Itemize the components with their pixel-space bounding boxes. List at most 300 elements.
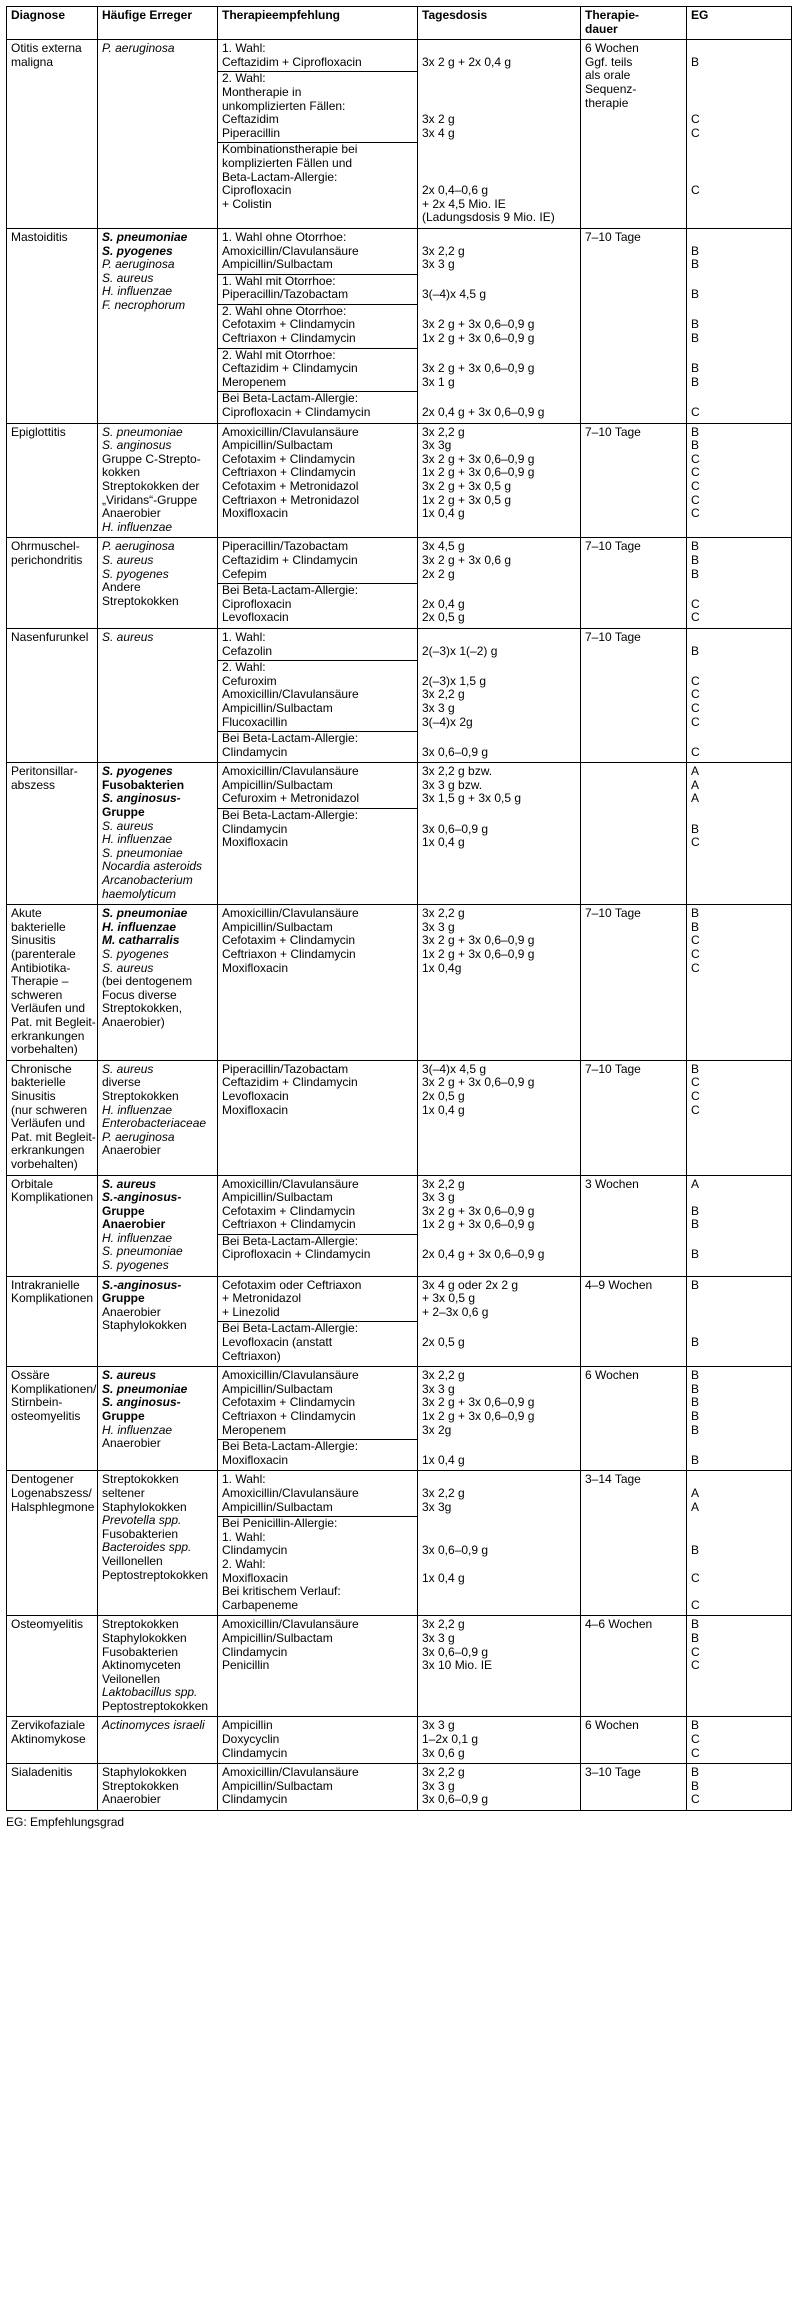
table-row (7, 905, 792, 1061)
erreger-line: H. influenzae (102, 284, 173, 299)
cell-eg (687, 1616, 792, 1717)
eg-value: C (691, 933, 700, 948)
diagnose-line: Sinusitis (11, 933, 56, 948)
erreger-line: Enterobacteriaceae (102, 1116, 207, 1131)
dose-line: 2x 0,4 g + 3x 0,6–0,9 g (422, 405, 545, 420)
eg-value (691, 1306, 787, 1320)
cell-dauer (581, 423, 687, 538)
diagnose-line: osteomyelitis (11, 1409, 81, 1423)
dose-line (422, 143, 576, 157)
table-row (7, 763, 792, 905)
dose-group (418, 732, 580, 759)
eg-group (691, 765, 787, 806)
dauer-line: 7–10 Tage (585, 629, 641, 644)
dauer-line: 3–10 Tage (585, 1765, 641, 1780)
eg-value: B (691, 287, 700, 302)
dose-line: 3x 2 g + 3x 0,6–0,9 g (422, 317, 535, 332)
erreger-line: Streptokokken (102, 1617, 179, 1632)
eg-value (691, 1191, 787, 1205)
dose-group (418, 305, 580, 346)
cell-therapie (218, 1175, 418, 1276)
cell-eg (687, 228, 792, 423)
therapy-line: Piperacillin/Tazobactam (222, 539, 349, 554)
erreger-line: S. pyogenes (102, 566, 169, 581)
dose-group (422, 1178, 576, 1232)
erreger-line: Arcanobacterium (102, 873, 193, 888)
cell-therapie (218, 1367, 418, 1471)
table-row (7, 1764, 792, 1811)
erreger-line: Nocardia asteroids (102, 859, 203, 874)
dose-line: 3(–4)x 4,5 g (422, 1061, 487, 1076)
erreger-line: Andere (102, 580, 141, 595)
eg-value: C (691, 1570, 700, 1585)
therapy-line: 1. Wahl mit Otorrhoe: (222, 273, 336, 288)
erreger-line: Bacteroides spp. (102, 1540, 192, 1555)
dose-line: 1x 0,4 g (422, 506, 465, 521)
eg-group (687, 349, 791, 390)
eg-value (691, 1350, 787, 1364)
cell-dauer (581, 1367, 687, 1471)
erreger-line: Streptokokken (102, 1088, 179, 1103)
therapy-line: Ceftriaxon + Clindamycin (222, 947, 356, 961)
eg-value: B (691, 243, 700, 258)
cell-diagnose (7, 40, 98, 229)
dose-line (422, 171, 576, 185)
eg-value: B (691, 317, 700, 332)
diagnose-line: Sinusitis (11, 1088, 56, 1103)
eg-value: B (691, 1061, 700, 1076)
eg-group (687, 1517, 791, 1612)
eg-value (691, 584, 787, 598)
table-row (7, 228, 792, 423)
dose-line: 3x 2,2 g (422, 243, 465, 258)
eg-value: B (691, 1617, 700, 1632)
dose-line (422, 392, 576, 406)
erreger-line: Anaerobier (102, 1792, 161, 1807)
erreger-line: Gruppe C-Strepto- (102, 451, 201, 466)
therapy-line: Ceftriaxon + Metronidazol (222, 492, 360, 507)
erreger-line: Fusobakterien (102, 1644, 179, 1659)
diagnose-line: Intrakranielle (11, 1277, 80, 1292)
cell-dosis (418, 905, 581, 1061)
dose-group (418, 1235, 580, 1262)
therapy-line: Amoxicillin/Clavulansäure (222, 1617, 359, 1632)
table-row (7, 1276, 792, 1367)
eg-value (691, 305, 787, 319)
dose-line: 3x 3 g (422, 700, 455, 715)
cell-dauer (581, 40, 687, 229)
cell-therapie (218, 1764, 418, 1811)
header-eg: EG (687, 7, 792, 40)
dauer-line: 4–6 Wochen (585, 1617, 653, 1632)
cell-therapie (218, 1060, 418, 1175)
therapy-line: Amoxicillin/Clavulansäure (222, 1176, 359, 1191)
eg-group (691, 1063, 787, 1117)
eg-value: B (691, 552, 700, 567)
eg-value (691, 631, 787, 645)
therapy-line: 2. Wahl mit Otorrhoe: (222, 347, 336, 362)
diagnose-line: Nasenfurunkel (11, 629, 89, 644)
therapy-group (222, 1766, 413, 1807)
eg-value: A (691, 791, 700, 806)
cell-diagnose (7, 1764, 98, 1811)
eg-value: C (691, 1745, 700, 1760)
eg-value: B (691, 919, 700, 934)
eg-value: C (691, 1732, 700, 1747)
cell-therapie (218, 1471, 418, 1616)
therapy-group (222, 1279, 413, 1320)
cell-diagnose (7, 1616, 98, 1717)
dose-group (418, 809, 580, 850)
erreger-line: Anaerobier) (102, 1014, 165, 1029)
therapy-line: Amoxicillin/Clavulansäure (222, 906, 359, 921)
cell-erreger (98, 1276, 218, 1367)
dose-line: 3x 2,2 g (422, 906, 465, 921)
therapy-line: Meropenem (222, 374, 287, 389)
therapy-group (218, 660, 417, 729)
therapy-line: Flucoxacillin (222, 714, 288, 729)
eg-value (691, 349, 787, 363)
diagnose-line: Osteomyelitis (11, 1617, 84, 1632)
cell-dauer (581, 538, 687, 629)
dose-line: + 2x 4,5 Mio. IE (422, 196, 506, 211)
eg-group (687, 732, 791, 759)
dose-line: 3x 2,2 g (422, 1765, 465, 1780)
header-dauer (581, 7, 687, 40)
eg-group (687, 584, 791, 625)
cell-erreger (98, 1367, 218, 1471)
erreger-line: Peptostreptokokken (102, 1567, 209, 1582)
therapy-line: Ampicillin/Sulbactam (222, 1381, 333, 1396)
eg-value: C (691, 744, 700, 759)
dose-line: 3x 2,2 g (422, 1485, 465, 1500)
eg-value: A (691, 1485, 700, 1500)
eg-value: B (691, 424, 700, 439)
cell-dauer (581, 1471, 687, 1616)
cell-diagnose (7, 423, 98, 538)
erreger-line: (bei dentogenem (102, 974, 193, 989)
eg-value: B (691, 821, 700, 836)
therapy-line: Ceftriaxon + Clindamycin (222, 465, 356, 480)
dose-line (422, 1517, 576, 1531)
therapy-line: Piperacillin (222, 125, 281, 140)
cell-dauer (581, 1175, 687, 1276)
cell-therapie (218, 228, 418, 423)
cell-dosis (418, 1175, 581, 1276)
eg-value: B (691, 1335, 700, 1350)
dose-line: 1x 2 g + 3x 0,6–0,9 g (422, 947, 535, 961)
erreger-line: Actinomyces israeli (102, 1718, 205, 1733)
cell-eg (687, 40, 792, 229)
header-erreger: Häufige Erreger (98, 7, 218, 40)
therapy-line: 2. Wahl: (222, 71, 266, 86)
erreger-line: diverse (102, 1075, 141, 1090)
eg-value: B (691, 1368, 700, 1383)
therapy-line: Cefotaxim oder Ceftriaxon (222, 1277, 362, 1292)
therapy-line: Montherapie in (222, 84, 302, 99)
eg-value (691, 1235, 787, 1249)
cell-therapie (218, 538, 418, 629)
therapy-group (222, 907, 413, 975)
erreger-line: F. necrophorum (102, 297, 186, 312)
eg-value: B (691, 539, 700, 554)
dose-line (422, 584, 576, 598)
header-diagnose: Diagnose (7, 7, 98, 40)
therapy-line: Meropenem (222, 1422, 287, 1437)
dauer-line: Ggf. teils (585, 54, 633, 69)
erreger-line: Streptokokken, (102, 1001, 183, 1016)
dose-line: 1x 2 g + 3x 0,6–0,9 g (422, 465, 535, 480)
dose-line: 3x 3 g (422, 1630, 455, 1645)
therapy-line: Cefotaxim + Clindamycin (222, 933, 356, 948)
dose-line: 3x 3 g (422, 1718, 455, 1733)
diagnose-line: Orbitale (11, 1176, 54, 1191)
eg-value: C (691, 610, 700, 625)
dose-line: 1x 0,4 g (422, 1102, 465, 1117)
cell-diagnose (7, 1471, 98, 1616)
diagnose-line: Komplikationen (11, 1190, 94, 1205)
dose-line: 1x 0,4 g (422, 835, 465, 850)
dose-line: 3(–4)x 2g (422, 714, 473, 729)
therapy-line: Bei Beta-Lactam-Allergie: (222, 1233, 359, 1248)
therapy-line: Ciprofloxacin (222, 596, 292, 611)
erreger-line: P. aeruginosa (102, 257, 175, 272)
cell-erreger (98, 423, 218, 538)
dose-group (418, 1322, 580, 1363)
cell-dosis (418, 1060, 581, 1175)
diagnose-line: Sialadenitis (11, 1765, 73, 1780)
eg-value: B (691, 1277, 700, 1292)
dose-line (422, 231, 576, 245)
eg-value: C (691, 1088, 700, 1103)
eg-group (687, 275, 791, 302)
dose-line: 2x 0,5 g (422, 1335, 465, 1350)
dose-group (418, 143, 580, 225)
diagnose-line: Zervikofaziale (11, 1718, 86, 1733)
eg-value (691, 1279, 787, 1293)
erreger-line: „Viridans“-Gruppe (102, 492, 198, 507)
cell-erreger (98, 1060, 218, 1175)
eg-value: B (691, 1543, 700, 1558)
eg-value (691, 198, 787, 212)
dose-line: 3x 3 g (422, 1190, 455, 1205)
erreger-line: S. anginosus- (102, 791, 181, 806)
dose-group (422, 1369, 576, 1437)
eg-value: C (691, 125, 700, 140)
dose-line: 2x 0,4–0,6 g (422, 183, 489, 198)
cell-diagnose (7, 1717, 98, 1764)
dose-group (418, 661, 580, 729)
table-row (7, 538, 792, 629)
erreger-line: Anaerobier (102, 506, 161, 521)
therapy-line: Amoxicillin/Clavulansäure (222, 243, 359, 258)
therapy-line: Ceftriaxon + Clindamycin (222, 1217, 356, 1232)
diagnose-line: Komplikationen (11, 1291, 94, 1306)
eg-value: C (691, 835, 700, 850)
cell-dosis (418, 763, 581, 905)
cell-erreger (98, 1764, 218, 1811)
erreger-line: S. aureus (102, 629, 154, 644)
erreger-line: Laktobacillus spp. (102, 1685, 198, 1700)
header-dauer-line-2: dauer (585, 21, 618, 36)
eg-value: C (691, 1644, 700, 1659)
eg-value (691, 661, 787, 675)
therapy-line: Ciprofloxacin (222, 183, 292, 198)
therapy-group (222, 42, 413, 69)
dose-line: 3x 0,6–0,9 g (422, 1543, 489, 1558)
erreger-line: S.-anginosus- (102, 1190, 182, 1205)
eg-group (691, 1473, 787, 1514)
dose-line: 3x 2 g + 3x 0,5 g (422, 479, 512, 493)
diagnose-line: Dentogener (11, 1472, 74, 1487)
therapy-line: 1. Wahl ohne Otorrhoe: (222, 229, 347, 244)
dose-line (422, 1558, 576, 1572)
dose-line (422, 1585, 576, 1599)
header-therapie: Therapieempfehlung (218, 7, 418, 40)
erreger-line: S. aureus (102, 818, 154, 833)
therapy-line: Bei Beta-Lactam-Allergie: (222, 391, 359, 406)
eg-value: B (691, 1247, 700, 1262)
therapy-line: Cefazolin (222, 643, 273, 658)
eg-value: C (691, 465, 700, 480)
therapy-group (222, 231, 413, 272)
dauer-line: 3 Wochen (585, 1176, 639, 1191)
erreger-line: H. influenzae (102, 1230, 173, 1245)
dose-line: 1x 2 g + 3x 0,6–0,9 g (422, 1217, 535, 1232)
erreger-line: S. aureus (102, 552, 154, 567)
table-row (7, 40, 792, 229)
therapy-group (218, 1321, 417, 1363)
diagnose-line: Otitis externa (11, 41, 82, 56)
dose-line: 3x 3g (422, 438, 452, 453)
cell-diagnose (7, 228, 98, 423)
diagnose-line: Pat. mit Begleit- (11, 1129, 96, 1144)
cell-diagnose (7, 538, 98, 629)
therapy-group (218, 1516, 417, 1612)
therapy-line: unkomplizierten Fällen: (222, 98, 346, 113)
erreger-line: S. aureus (102, 1368, 157, 1383)
eg-value: B (691, 54, 700, 69)
diagnose-line: Antibiotika- (11, 960, 71, 975)
diagnose-line: Therapie – (11, 974, 69, 989)
cell-eg (687, 1717, 792, 1764)
diagnose-line: Mastoiditis (11, 229, 68, 244)
therapy-line: + Linezolid (222, 1304, 280, 1319)
erreger-line: Streptokokken (102, 1472, 179, 1487)
therapy-line: Ceftazidim + Clindamycin (222, 361, 358, 376)
therapy-line: Beta-Lactam-Allergie: (222, 169, 338, 184)
dose-line (422, 1322, 576, 1336)
erreger-line: H. influenzae (102, 1422, 173, 1437)
diagnose-line: Logenabszess/ (11, 1485, 92, 1500)
dose-line: 3x 2 g + 3x 0,6–0,9 g (422, 933, 535, 948)
cell-diagnose (7, 763, 98, 905)
therapy-line: + Colistin (222, 196, 272, 211)
erreger-line: P. aeruginosa (102, 1129, 175, 1144)
erreger-line: Streptokokken (102, 1778, 179, 1793)
dose-line: 3x 2,2 g (422, 424, 465, 439)
therapy-line: Ampicillin/Sulbactam (222, 1630, 333, 1645)
eg-group (691, 540, 787, 581)
therapy-group (222, 1719, 413, 1760)
eg-group (691, 1719, 787, 1760)
therapy-line: Piperacillin/Tazobactam (222, 1061, 349, 1076)
therapy-line: Clindamycin (222, 821, 288, 836)
dose-line: 3x 4 g (422, 125, 455, 140)
erreger-line: Veillonellen (102, 1553, 163, 1568)
therapy-group (218, 1439, 417, 1467)
erreger-line: Gruppe (102, 1291, 145, 1306)
diagnose-line: Pat. mit Begleit- (11, 1014, 96, 1029)
therapy-line: Clindamycin (222, 1745, 288, 1760)
therapy-line: Ampicillin/Sulbactam (222, 700, 333, 715)
erreger-line: Fusobakterien (102, 777, 185, 792)
eg-value (691, 1473, 787, 1487)
eg-group (687, 661, 791, 729)
erreger-line: Prevotella spp. (102, 1513, 182, 1528)
cell-therapie (218, 40, 418, 229)
eg-value: C (691, 506, 700, 521)
table-row (7, 1175, 792, 1276)
eg-value: B (691, 566, 700, 581)
eg-value: B (691, 1395, 700, 1410)
dose-line: 3(–4)x 4,5 g (422, 287, 487, 302)
eg-value: C (691, 1792, 700, 1807)
therapy-line: Moxifloxacin (222, 506, 289, 521)
cell-dosis (418, 1276, 581, 1367)
dose-line: 1x 0,4 g (422, 1570, 465, 1585)
eg-value (691, 1558, 787, 1572)
therapy-line: Cefotaxim + Clindamycin (222, 1395, 356, 1410)
diagnose-line: (nur schweren (11, 1102, 88, 1117)
eg-value: B (691, 361, 700, 376)
therapy-line: Moxifloxacin (222, 1102, 289, 1117)
therapy-line: Ampicillin (222, 1718, 273, 1733)
therapy-line: 1. Wahl: (222, 1529, 266, 1544)
therapy-line: Kombinationstherapie bei (222, 142, 358, 157)
cell-erreger (98, 40, 218, 229)
erreger-line: S. pneumoniae (102, 906, 188, 921)
eg-value (691, 1585, 787, 1599)
dose-line (422, 157, 576, 171)
erreger-line: Anaerobier (102, 1217, 166, 1232)
eg-group (691, 631, 787, 658)
erreger-line: Staphylokokken (102, 1630, 187, 1645)
eg-group (691, 42, 787, 69)
footnote: EG: Empfehlungsgrad (6, 1815, 125, 1830)
therapy-line: Bei Beta-Lactam-Allergie: (222, 1321, 359, 1336)
diagnose-line: erkrankungen (11, 1028, 85, 1043)
cell-erreger (98, 1616, 218, 1717)
dose-line: 3x 2 g (422, 112, 455, 127)
eg-value (691, 157, 787, 171)
therapy-line: komplizierten Fällen und (222, 155, 353, 170)
diagnose-line: Akute (11, 906, 42, 921)
dose-group (418, 275, 580, 302)
table-row (7, 1717, 792, 1764)
dose-group (422, 1618, 576, 1672)
dauer-line: 7–10 Tage (585, 906, 641, 921)
eg-value (691, 1292, 787, 1306)
erreger-line: P. aeruginosa (102, 539, 175, 554)
dose-line: 3x 3 g (422, 257, 455, 272)
table-row (7, 1471, 792, 1616)
eg-value: B (691, 1778, 700, 1793)
cell-dauer (581, 228, 687, 423)
diagnose-line: Ossäre (11, 1368, 50, 1383)
dose-line: 3x 2 g + 3x 0,6–0,9 g (422, 1395, 535, 1410)
therapy-line: Ciprofloxacin + Clindamycin (222, 1247, 371, 1262)
